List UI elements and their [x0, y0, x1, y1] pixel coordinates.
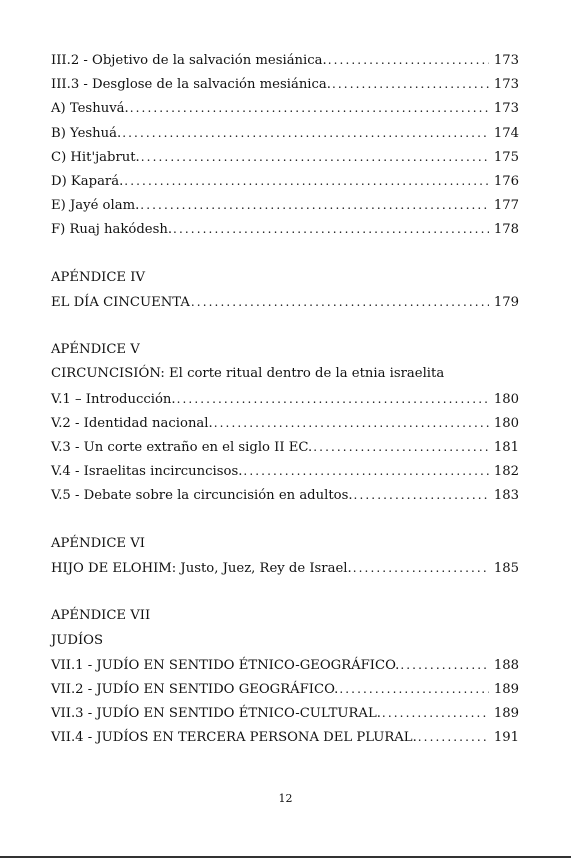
dot-leader — [353, 556, 489, 580]
toc-entry-page: 182 — [493, 464, 519, 480]
toc-entry-page: 181 — [493, 440, 519, 455]
toc-entry-page: 175 — [493, 149, 519, 165]
page-number: 12 — [278, 792, 293, 805]
toc-entry-title: VII.1 - JUDÍO EN SENTIDO ÉTNICO-GEOGRÁFICO. — [51, 657, 400, 673]
appendix-vi-heading: APÉNDICE VI — [51, 535, 145, 551]
toc-entry-title: III.3 - Desglose de la salvación mesiánica. — [51, 77, 331, 93]
toc-entry-title: III.2 - Objetivo de la salvación mesiánica. — [51, 53, 327, 68]
toc-entry-v-2[interactable] — [51, 411, 519, 435]
appendix-v-heading: APÉNDICE V — [51, 342, 140, 358]
toc-entry-title: D) Kapará. — [51, 173, 124, 189]
toc-entry-title: C) Hit'jabrut. — [51, 149, 140, 165]
dot-leader — [328, 48, 489, 72]
dot-leader — [191, 290, 489, 314]
toc-entry-title: B) Yeshuá. — [51, 125, 122, 141]
toc-entry-f[interactable] — [51, 217, 519, 241]
toc-entry-page: 173 — [493, 77, 519, 93]
toc-entry-title: V.3 - Un corte extraño en el siglo II EC. — [51, 440, 313, 455]
toc-entry-c[interactable] — [51, 145, 519, 169]
dot-leader — [140, 193, 489, 217]
toc-entry-v-5[interactable] — [51, 483, 519, 507]
dot-leader — [400, 653, 489, 677]
toc-entry-page: 189 — [493, 681, 519, 697]
toc-entry-page: 173 — [493, 53, 519, 68]
toc-entry-vii-4[interactable] — [51, 725, 519, 749]
page-bottom-border — [0, 856, 571, 858]
dot-leader — [354, 483, 489, 507]
toc-entry-page: 185 — [493, 560, 519, 576]
toc-entry-vii-3[interactable] — [51, 701, 519, 725]
dot-leader — [313, 435, 489, 459]
toc-entry-iii-3[interactable] — [51, 72, 519, 96]
toc-entry-page: 189 — [493, 706, 519, 722]
toc-entry-page: 183 — [493, 488, 519, 504]
toc-entry-title: V.5 - Debate sobre la circuncisión en adultos. — [51, 488, 353, 504]
toc-entry-a[interactable] — [51, 96, 519, 120]
dot-leader — [418, 725, 489, 749]
toc-entry-hijo-de-elohim[interactable] — [51, 556, 519, 580]
section-spacer — [51, 314, 519, 338]
toc-entry-page: 176 — [493, 173, 519, 189]
toc-entry-vii-2[interactable] — [51, 677, 519, 701]
toc-entry-title: EL DÍA CINCUENTA — [51, 294, 190, 310]
dot-leader — [332, 72, 489, 96]
dot-leader — [177, 387, 489, 411]
section-spacer — [51, 580, 519, 604]
toc-entry-dia-cincuenta[interactable] — [51, 290, 519, 314]
toc-entry-title: HIJO DE ELOHIM: Justo, Juez, Rey de Israel. — [51, 560, 352, 576]
toc-entry-title: F) Ruaj hakódesh. — [51, 222, 173, 238]
toc-entry-page: 179 — [493, 294, 519, 310]
appendix-vii-subheading: JUDÍOS — [51, 632, 104, 648]
section-spacer — [51, 508, 519, 532]
dot-leader — [382, 701, 489, 725]
dot-leader — [122, 121, 489, 145]
toc-entry-vii-1[interactable] — [51, 653, 519, 677]
toc-entry-d[interactable] — [51, 169, 519, 193]
toc-entry-page: 178 — [493, 222, 519, 238]
toc-entry-v-1[interactable] — [51, 387, 519, 411]
toc-entry-page: 173 — [493, 101, 519, 117]
toc-entry-page: 180 — [493, 415, 519, 431]
toc-entry-page: 177 — [493, 198, 519, 214]
appendix-v-subheading: CIRCUNCISIÓN: El corte ritual dentro de la etnia israelita — [51, 366, 445, 382]
toc-entry-e[interactable] — [51, 193, 519, 217]
toc-entry-v-3[interactable] — [51, 435, 519, 459]
toc-entry-iii-2[interactable] — [51, 48, 519, 72]
toc-entry-title: A) Teshuvá. — [51, 101, 129, 117]
dot-leader — [339, 677, 489, 701]
section-spacer — [51, 242, 519, 266]
toc-entry-v-4[interactable] — [51, 459, 519, 483]
toc-entry-page: 180 — [493, 391, 519, 407]
toc-entry-title: V.2 - Identidad nacional. — [51, 415, 213, 431]
dot-leader — [214, 411, 489, 435]
toc-entry-title: V.1 – Introducción. — [51, 391, 176, 407]
dot-leader — [141, 145, 489, 169]
dot-leader — [130, 96, 489, 120]
toc-entry-title: E) Jayé olam. — [51, 198, 140, 214]
toc-entry-page: 188 — [493, 657, 519, 673]
toc-entry-title: VII.2 - JUDÍO EN SENTIDO GEOGRÁFICO. — [51, 681, 339, 697]
appendix-iv-heading: APÉNDICE IV — [51, 269, 145, 285]
dot-leader — [243, 459, 489, 483]
toc-entry-page: 191 — [493, 730, 519, 746]
toc-entry-page: 174 — [493, 125, 519, 141]
appendix-vii-heading: APÉNDICE VII — [51, 608, 151, 624]
dot-leader — [124, 169, 489, 193]
toc-entry-title: V.4 - Israelitas incircuncisos. — [51, 464, 243, 480]
toc-entry-title: VII.4 - JUDÍOS EN TERCERA PERSONA DEL PLURAL. — [51, 730, 417, 746]
toc-entry-title: VII.3 - JUDÍO EN SENTIDO ÉTNICO-CULTURAL. — [51, 706, 381, 722]
table-of-contents — [51, 48, 519, 749]
toc-entry-b[interactable] — [51, 121, 519, 145]
dot-leader — [173, 217, 489, 241]
